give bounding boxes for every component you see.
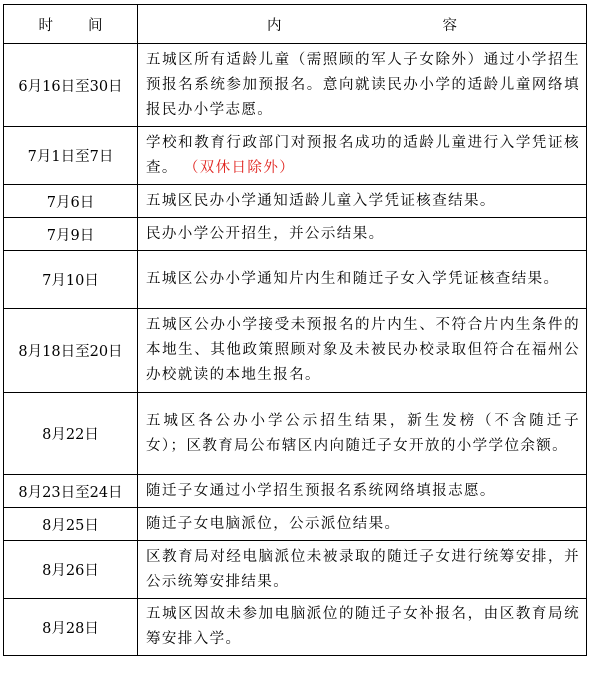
row-content-text: 五城区公办小学接受未预报名的片内生、不符合片内生条件的本地生、其他政策照顾对象及未被民办校录取但符合在福州公办校就读的本地生报名。	[146, 317, 580, 383]
row-content-text: 随迁子女电脑派位，公示派位结果。	[146, 515, 401, 532]
row-content	[138, 251, 587, 309]
row-content	[138, 218, 587, 251]
row-time: 6月16日至30日	[4, 44, 138, 127]
row-content	[138, 599, 587, 656]
row-time: 8月18日至20日	[4, 309, 138, 393]
table-row	[4, 599, 587, 656]
row-content	[138, 508, 587, 541]
row-content-text: 五城区公办小学通知片内生和随迁子女入学凭证核查结果。	[146, 271, 560, 287]
row-time: 8月26日	[4, 541, 138, 599]
row-time: 7月1日至7日	[4, 127, 138, 185]
table-row	[4, 475, 587, 508]
row-content	[138, 44, 587, 127]
row-time: 7月6日	[4, 185, 138, 218]
table-row	[4, 127, 587, 185]
header-content-char: 容	[442, 17, 457, 34]
row-content	[138, 127, 587, 185]
row-content	[138, 541, 587, 599]
enrollment-schedule-table	[3, 4, 587, 656]
row-time: 7月9日	[4, 218, 138, 251]
row-content-text: 随迁子女通过小学招生预报名系统网络填报志愿。	[146, 482, 496, 499]
header-content	[138, 5, 587, 44]
table-header-row	[4, 5, 587, 44]
header-content-char: 内	[267, 17, 282, 34]
table-row	[4, 251, 587, 309]
row-time: 8月22日	[4, 393, 138, 475]
row-time: 7月10日	[4, 251, 138, 309]
table-row	[4, 218, 587, 251]
row-content-text: 五城区所有适龄儿童（需照顾的军人子女除外）通过小学招生预报名系统参加预报名。意向就读民办小学的适龄儿童网络填报民办小学志愿。	[146, 51, 580, 118]
table-row	[4, 541, 587, 599]
row-content	[138, 185, 587, 218]
row-content	[138, 309, 587, 393]
row-time: 8月23日至24日	[4, 475, 138, 508]
header-time-char: 时	[38, 17, 53, 34]
header-time	[4, 5, 138, 44]
table-row	[4, 44, 587, 127]
row-content-text: 五城区民办小学通知适龄儿童入学凭证核查结果。	[146, 192, 496, 209]
row-content-text: 民办小学公开招生，并公示结果。	[146, 225, 385, 242]
row-content-text: 学校和教育行政部门对预报名成功的适龄儿童进行入学凭证核查。	[146, 134, 580, 176]
row-content-text: 五城区各公办小学公示招生结果，新生发榜（不含随迁子女）；区教育局公布辖区内向随迁子女开放的小学学位余额。	[146, 412, 580, 454]
row-time: 8月28日	[4, 599, 138, 656]
row-note: （双休日除外）	[183, 159, 296, 176]
table-row	[4, 508, 587, 541]
row-content-text: 区教育局对经电脑派位未被录取的随迁子女进行统筹安排，并公示统筹安排结果。	[146, 548, 580, 590]
table-row	[4, 393, 587, 475]
row-content	[138, 475, 587, 508]
header-time-char: 间	[88, 17, 103, 34]
row-time: 8月25日	[4, 508, 138, 541]
row-content	[138, 393, 587, 475]
row-content-text: 五城区因故未参加电脑派位的随迁子女补报名，由区教育局统筹安排入学。	[146, 606, 580, 647]
table-row	[4, 185, 587, 218]
table-row	[4, 309, 587, 393]
